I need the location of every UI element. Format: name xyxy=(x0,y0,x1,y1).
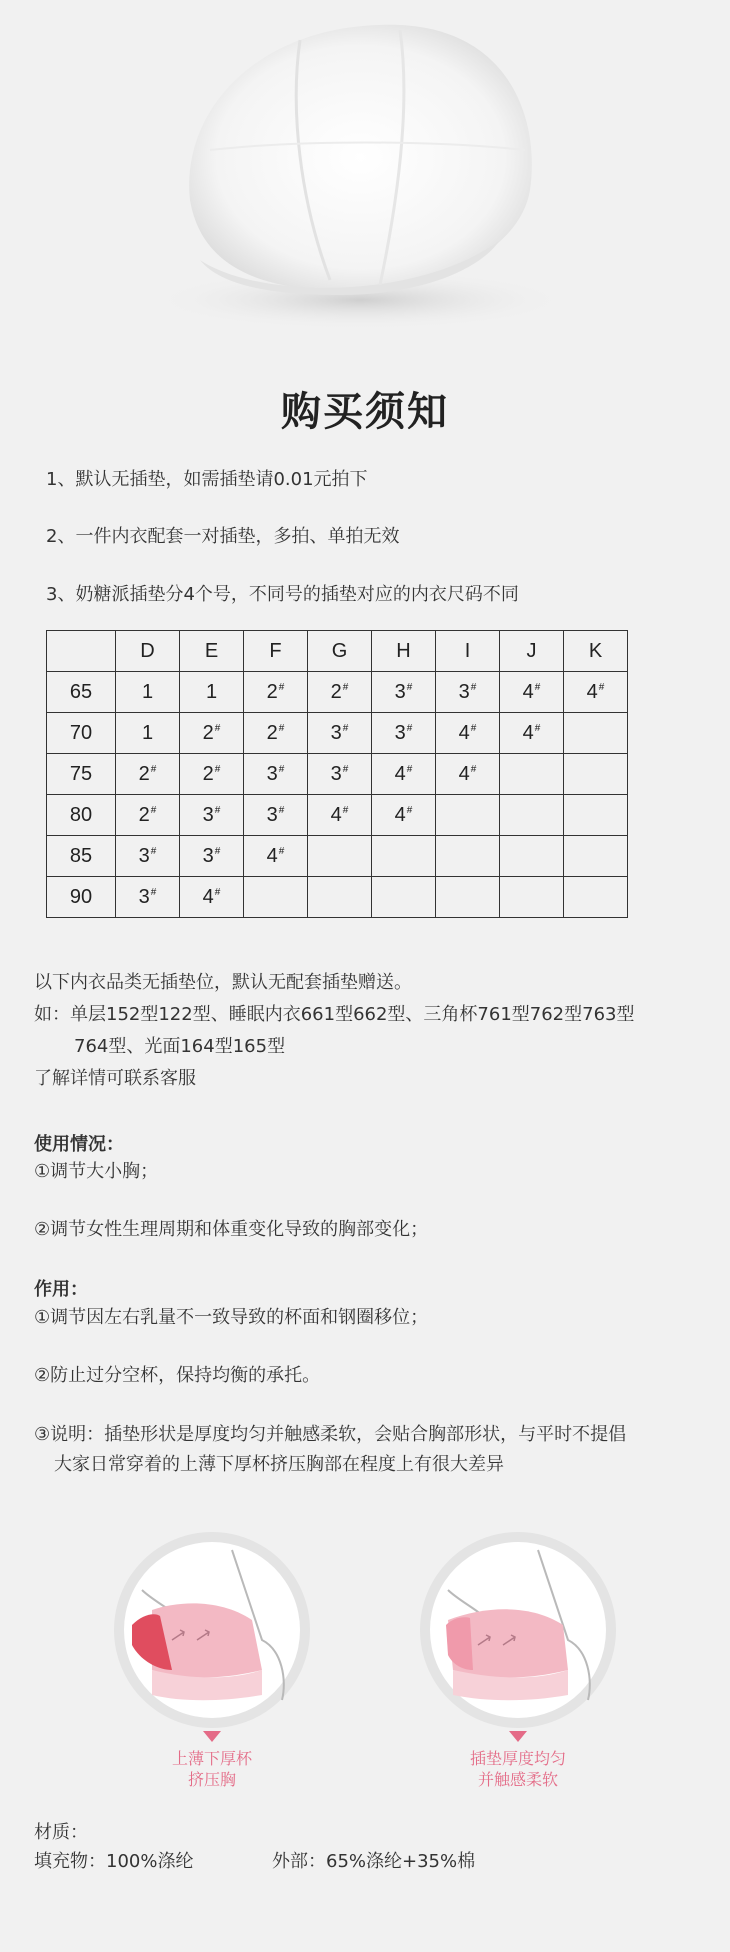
table-row xyxy=(47,754,628,795)
pad-size-cell: 1 xyxy=(116,672,180,713)
pad-size-cell: 2# xyxy=(116,795,180,836)
effect-item-3-line-2: 大家日常穿着的上薄下厚杯挤压胸部在程度上有很大差异 xyxy=(54,1454,504,1475)
notice-2: 2、一件内衣配套一对插垫，多拍、单拍无效 xyxy=(46,526,400,547)
pad-size-cell xyxy=(372,836,436,877)
cup-header-cell: J xyxy=(500,631,564,672)
usage-item-1: ①调节大小胸； xyxy=(34,1161,159,1182)
exclusion-line-1: 以下内衣品类无插垫位，默认无配套插垫赠送。 xyxy=(34,972,412,993)
notice-3: 3、奶糖派插垫分4个号，不同号的插垫对应的内衣尺码不同 xyxy=(46,584,519,605)
pad-size-cell: 3# xyxy=(180,836,244,877)
table-row xyxy=(47,836,628,877)
pad-size-cell: 3# xyxy=(308,713,372,754)
pad-size-cell: 3# xyxy=(244,754,308,795)
band-size-cell: 90 xyxy=(47,877,116,918)
pad-size-cell: 3# xyxy=(244,795,308,836)
pad-size-cell: 4# xyxy=(308,795,372,836)
pad-size-cell xyxy=(308,836,372,877)
cup-header-cell: F xyxy=(244,631,308,672)
pad-size-cell: 4# xyxy=(436,754,500,795)
pad-size-cell xyxy=(500,877,564,918)
pad-size-cell xyxy=(436,795,500,836)
pad-size-cell xyxy=(436,877,500,918)
pad-size-cell: 3# xyxy=(372,672,436,713)
pad-size-cell: 4# xyxy=(180,877,244,918)
right-pointer-icon xyxy=(509,1731,527,1742)
pad-size-cell: 3# xyxy=(116,836,180,877)
band-size-cell: 75 xyxy=(47,754,116,795)
insert-pad-product-image xyxy=(0,0,730,360)
pad-size-cell: 2# xyxy=(180,713,244,754)
pad-size-cell xyxy=(564,877,628,918)
pad-size-cell xyxy=(308,877,372,918)
pad-size-cell xyxy=(564,836,628,877)
pad-size-cell: 1 xyxy=(116,713,180,754)
pad-size-cell: 4# xyxy=(244,836,308,877)
page-title: 购买须知 xyxy=(281,389,449,435)
pad-size-cell xyxy=(564,754,628,795)
notice-1: 1、默认无插垫，如需插垫请0.01元拍下 xyxy=(46,469,368,490)
thick-bottom-cup-illustration xyxy=(112,1530,312,1730)
effect-item-2: ②防止过分空杯，保持均衡的承托。 xyxy=(34,1365,321,1386)
cup-header-cell: G xyxy=(308,631,372,672)
left-caption-line-2: 挤压胸 xyxy=(187,1770,236,1789)
size-table xyxy=(46,630,628,918)
pad-size-cell: 2# xyxy=(116,754,180,795)
cup-header-cell: K xyxy=(564,631,628,672)
pad-size-cell xyxy=(372,877,436,918)
table-row xyxy=(47,672,628,713)
pad-size-cell: 3# xyxy=(180,795,244,836)
material-outer: 外部：65%涤纶+35%棉 xyxy=(272,1851,476,1872)
table-row xyxy=(47,713,628,754)
pad-size-cell: 3# xyxy=(436,672,500,713)
left-caption-line-1: 上薄下厚杯 xyxy=(171,1749,252,1768)
exclusion-line-3: 764型、光面164型165型 xyxy=(74,1036,286,1057)
pad-size-cell xyxy=(564,795,628,836)
pad-size-cell: 4# xyxy=(436,713,500,754)
effect-item-1: ①调节因左右乳量不一致导致的杯面和钢圈移位； xyxy=(34,1307,429,1328)
band-size-cell: 70 xyxy=(47,713,116,754)
left-caption xyxy=(112,1748,312,1790)
left-pointer-icon xyxy=(203,1731,221,1742)
size-table-header-row xyxy=(47,631,628,672)
pad-size-cell xyxy=(564,713,628,754)
right-caption xyxy=(418,1748,618,1790)
exclusion-line-4: 了解详情可联系客服 xyxy=(34,1068,196,1089)
pad-size-cell: 2# xyxy=(244,672,308,713)
material-heading: 材质： xyxy=(34,1822,88,1843)
effect-item-3-line-1: ③说明：插垫形状是厚度均匀并触感柔软，会贴合胸部形状，与平时不提倡 xyxy=(34,1424,627,1445)
pad-size-cell: 4# xyxy=(372,754,436,795)
usage-item-2: ②调节女性生理周期和体重变化导致的胸部变化； xyxy=(34,1219,429,1240)
pad-size-cell xyxy=(436,836,500,877)
pad-size-cell: 3# xyxy=(308,754,372,795)
band-size-cell: 85 xyxy=(47,836,116,877)
pad-size-cell xyxy=(244,877,308,918)
pad-size-cell xyxy=(500,836,564,877)
pad-size-cell xyxy=(500,795,564,836)
right-caption-line-2: 并触感柔软 xyxy=(477,1770,558,1789)
material-filling: 填充物：100%涤纶 xyxy=(34,1851,194,1872)
cup-header-cell: H xyxy=(372,631,436,672)
pad-size-cell: 4# xyxy=(564,672,628,713)
even-insert-pad-illustration xyxy=(418,1530,618,1730)
right-caption-line-1: 插垫厚度均匀 xyxy=(469,1749,566,1768)
table-row xyxy=(47,795,628,836)
pad-size-cell: 4# xyxy=(372,795,436,836)
pad-size-cell: 3# xyxy=(116,877,180,918)
cup-header-cell: D xyxy=(116,631,180,672)
pad-size-cell: 4# xyxy=(500,713,564,754)
pad-size-cell: 2# xyxy=(244,713,308,754)
cup-header-cell: I xyxy=(436,631,500,672)
effect-heading: 作用： xyxy=(34,1279,88,1300)
band-size-cell: 80 xyxy=(47,795,116,836)
table-corner-cell xyxy=(47,631,116,672)
band-size-cell: 65 xyxy=(47,672,116,713)
cup-header-cell: E xyxy=(180,631,244,672)
exclusion-line-2: 如：单层152型122型、睡眠内衣661型662型、三角杯761型762型763型 xyxy=(34,1004,635,1025)
pad-size-cell: 2# xyxy=(308,672,372,713)
pad-size-cell xyxy=(500,754,564,795)
usage-heading: 使用情况： xyxy=(34,1134,124,1155)
pad-size-cell: 1 xyxy=(180,672,244,713)
pad-size-cell: 4# xyxy=(500,672,564,713)
pad-size-cell: 2# xyxy=(180,754,244,795)
table-row xyxy=(47,877,628,918)
pad-size-cell: 3# xyxy=(372,713,436,754)
